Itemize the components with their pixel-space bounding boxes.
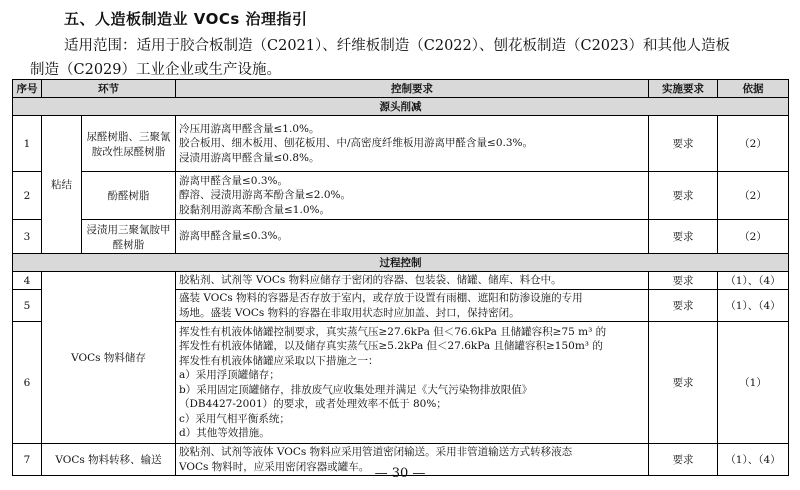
control-requirement <box>176 220 649 254</box>
requirement-line: 游离甲醛含量≤0.3%。 <box>179 174 288 187</box>
impl-requirement: 要求 <box>649 290 718 322</box>
scope-line-2: 制造（C2029）工业企业或生产设施。 <box>30 62 281 78</box>
control-requirement <box>176 116 649 172</box>
requirement-line: 冷压用游离甲醛含量≤1.0%。 <box>179 122 320 135</box>
row-number: 5 <box>13 290 42 322</box>
basis: （2） <box>718 172 789 220</box>
header-no: 序号 <box>13 80 42 98</box>
impl-requirement: 要求 <box>649 444 718 476</box>
table-header-row <box>13 80 789 98</box>
requirement-line: 挥发性有机液体储罐，以及储存真实蒸气压≥5.2kPa 但＜27.6kPa 且储罐容积≥150m³ 的 <box>179 340 603 352</box>
table-row <box>13 116 789 172</box>
row-number: 1 <box>13 116 42 172</box>
page-number: — 30 — <box>374 466 426 481</box>
requirement-line: d）其他等效措施。 <box>179 427 270 439</box>
scope-paragraph <box>30 34 780 82</box>
impl-requirement: 要求 <box>649 322 718 444</box>
row-number: 2 <box>13 172 42 220</box>
impl-requirement: 要求 <box>649 172 718 220</box>
table-row <box>13 272 789 290</box>
requirement-line: （DB4427-2001）的要求，或者处理效率不低于 80%； <box>179 398 447 410</box>
basis: （1）、（4） <box>718 290 789 322</box>
section-row-process <box>13 254 789 272</box>
section-label: 源头削减 <box>13 98 789 116</box>
requirement-line: 挥发性有机液体储罐应采取以下措施之一： <box>179 354 379 367</box>
basis: （1）、（4） <box>718 444 789 476</box>
control-requirement <box>176 290 649 322</box>
section-heading: 五、人造板制造业 VOCs 治理指引 <box>64 10 308 28</box>
header-impl: 实施要求 <box>649 80 718 98</box>
requirement-line: 胶合板用、细木板用、刨花板用、中/高密度纤维板用游离甲醛含量≤0.3%。 <box>179 137 534 150</box>
impl-requirement: 要求 <box>649 272 718 290</box>
header-measure: 控制要求 <box>176 80 649 98</box>
requirement-line: VOCs 物料时，应采用密闭容器或罐车。 <box>179 460 370 473</box>
row-number: 7 <box>13 444 42 476</box>
requirement-line: 胶粘剂、试剂等液体 VOCs 物料应采用管道密闭输送。采用非管道输送方式转移液态 <box>179 446 573 458</box>
requirement-line: c）采用气相平衡系统； <box>179 412 290 425</box>
row-number: 3 <box>13 220 42 254</box>
requirement-line: 挥发性有机液体储罐控制要求，真实蒸气压≥27.6kPa 但＜76.6kPa 且储罐容积≥75 m³ 的 <box>179 325 607 338</box>
row-number: 6 <box>13 322 42 444</box>
requirement-line: 场地。盛装 VOCs 物料的容器在非取用状态时应加盖、封口，保持密闭。 <box>179 306 520 319</box>
table-row <box>13 172 789 220</box>
link-label: VOCs 物料储存 <box>42 272 176 444</box>
guideline-table <box>12 79 789 476</box>
basis: （2） <box>718 220 789 254</box>
requirement-line: b）采用固定顶罐储存，排放废气应收集处理并满足《大气污染物排放限值》 <box>179 383 533 396</box>
requirement-line: a）采用浮顶罐储存； <box>179 369 280 381</box>
link-label: VOCs 物料转移、输送 <box>42 444 176 476</box>
impl-requirement: 要求 <box>649 220 718 254</box>
basis: （1）、（4） <box>718 272 789 290</box>
requirement-line: 盛装 VOCs 物料的容器是否存放于室内，或存放于设置有雨棚、遮阳和防渗设施的专用 <box>179 292 583 304</box>
control-requirement <box>176 172 649 220</box>
basis: （2） <box>718 116 789 172</box>
requirement-line: 游离甲醛含量≤0.3%。 <box>179 230 288 243</box>
scope-line-1: 适用范围：适用于胶合板制造（C2021）、纤维板制造（C2022）、刨花板制造（C2023）和其他人造板 <box>64 38 730 54</box>
impl-requirement: 要求 <box>649 116 718 172</box>
table-row <box>13 220 789 254</box>
basis: （1） <box>718 322 789 444</box>
requirement-line: 浸渍用游离甲醛含量≤0.8%。 <box>179 151 320 164</box>
section-label: 过程控制 <box>13 254 789 272</box>
requirement-line: 胶黏剂用游离苯酚含量≤1.0%。 <box>179 203 330 216</box>
section-row-source <box>13 98 789 116</box>
control-requirement <box>176 272 649 290</box>
sub-link: 酚醛树脂 <box>82 172 176 220</box>
header-basis: 依据 <box>718 80 789 98</box>
requirement-line: 胶粘剂、试剂等 VOCs 物料应储存于密闭的容器、包装袋、储罐、储库、料仓中。 <box>179 274 562 287</box>
sub-link: 浸渍用三聚氰胺甲醛树脂 <box>82 220 176 254</box>
row-number: 4 <box>13 272 42 290</box>
header-link: 环节 <box>42 80 176 98</box>
control-requirement <box>176 322 649 444</box>
requirement-line: 醇溶、浸渍用游离苯酚含量≤2.0%。 <box>179 189 351 202</box>
sub-link: 尿醛树脂、三聚氰胺改性尿醛树脂 <box>82 116 176 172</box>
group-label: 粘结 <box>42 116 82 254</box>
